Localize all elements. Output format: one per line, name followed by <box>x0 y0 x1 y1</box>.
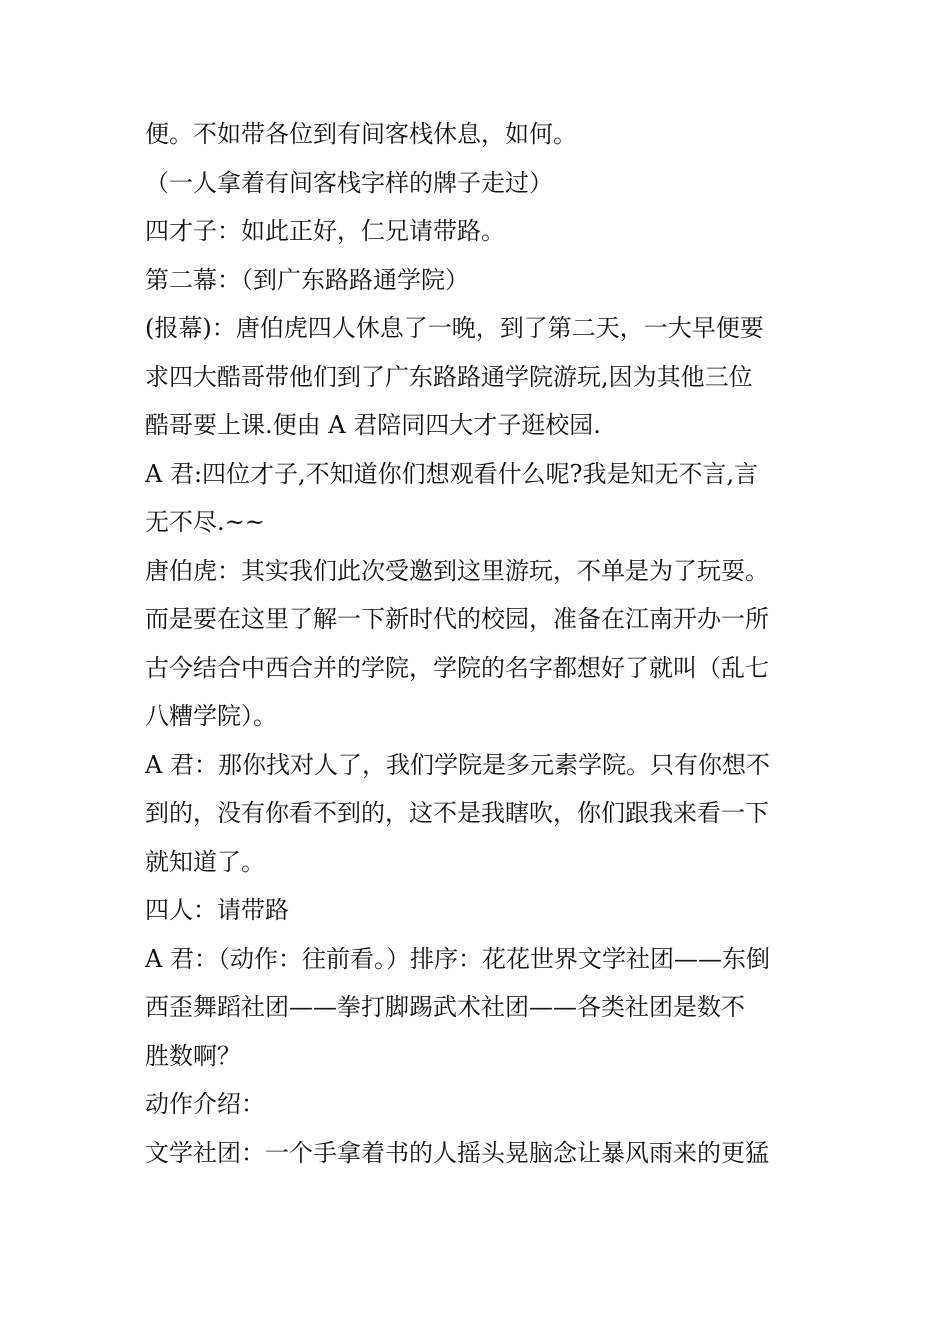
text-line: 就知道了。 <box>145 847 265 876</box>
text-line: 求四大酷哥带他们到了广东路路通学院游玩,因为其他三位 <box>145 362 753 391</box>
text-line: 胜数啊？ <box>145 1041 241 1070</box>
text-line: 酷哥要上课.便由 A 君陪同四大才子逛校园. <box>145 411 601 439</box>
text-line: 便。不如带各位到有间客栈休息，如何。 <box>145 120 577 148</box>
text-line: 第二幕：（到广东路路通学院） <box>145 265 469 294</box>
text-line: 唐伯虎：其实我们此次受邀到这里游玩，不单是为了玩耍。 <box>145 556 769 585</box>
text-line: 无不尽.~~ <box>145 508 265 536</box>
script-text-body <box>145 110 810 1177</box>
text-line: A 君：那你找对人了，我们学院是多元素学院。只有你想不 <box>145 750 770 779</box>
text-line: A 君:四位才子,不知道你们想观看什么呢?我是知无不言,言 <box>145 459 759 488</box>
text-line: 而是要在这里了解一下新时代的校园，准备在江南开办一所 <box>145 605 769 633</box>
text-line: 四人：请带路 <box>145 896 289 924</box>
text-line: 四才子：如此正好，仁兄请带路。 <box>145 217 505 245</box>
text-line: 西歪舞蹈社团——拳打脚踢武术社团——各类社团是数不 <box>145 993 745 1021</box>
text-line: (报幕)：唐伯虎四人休息了一晚，到了第二天，一大早便要 <box>145 314 764 342</box>
text-line: 动作介绍： <box>145 1090 265 1118</box>
text-line: 到的，没有你看不到的，这不是我瞎吹，你们跟我来看一下 <box>145 799 769 827</box>
text-line: （一人拿着有间客栈字样的牌子走过） <box>145 168 553 197</box>
text-line: 文学社团：一个手拿着书的人摇头晃脑念让暴风雨来的更猛 <box>145 1138 769 1167</box>
text-line: 古今结合中西合并的学院，学院的名字都想好了就叫（乱七 <box>145 653 769 682</box>
text-line: A 君：（动作：往前看。）排序：花花世界文学社团——东倒 <box>145 944 770 973</box>
text-line: 八糟学院）。 <box>145 702 277 730</box>
